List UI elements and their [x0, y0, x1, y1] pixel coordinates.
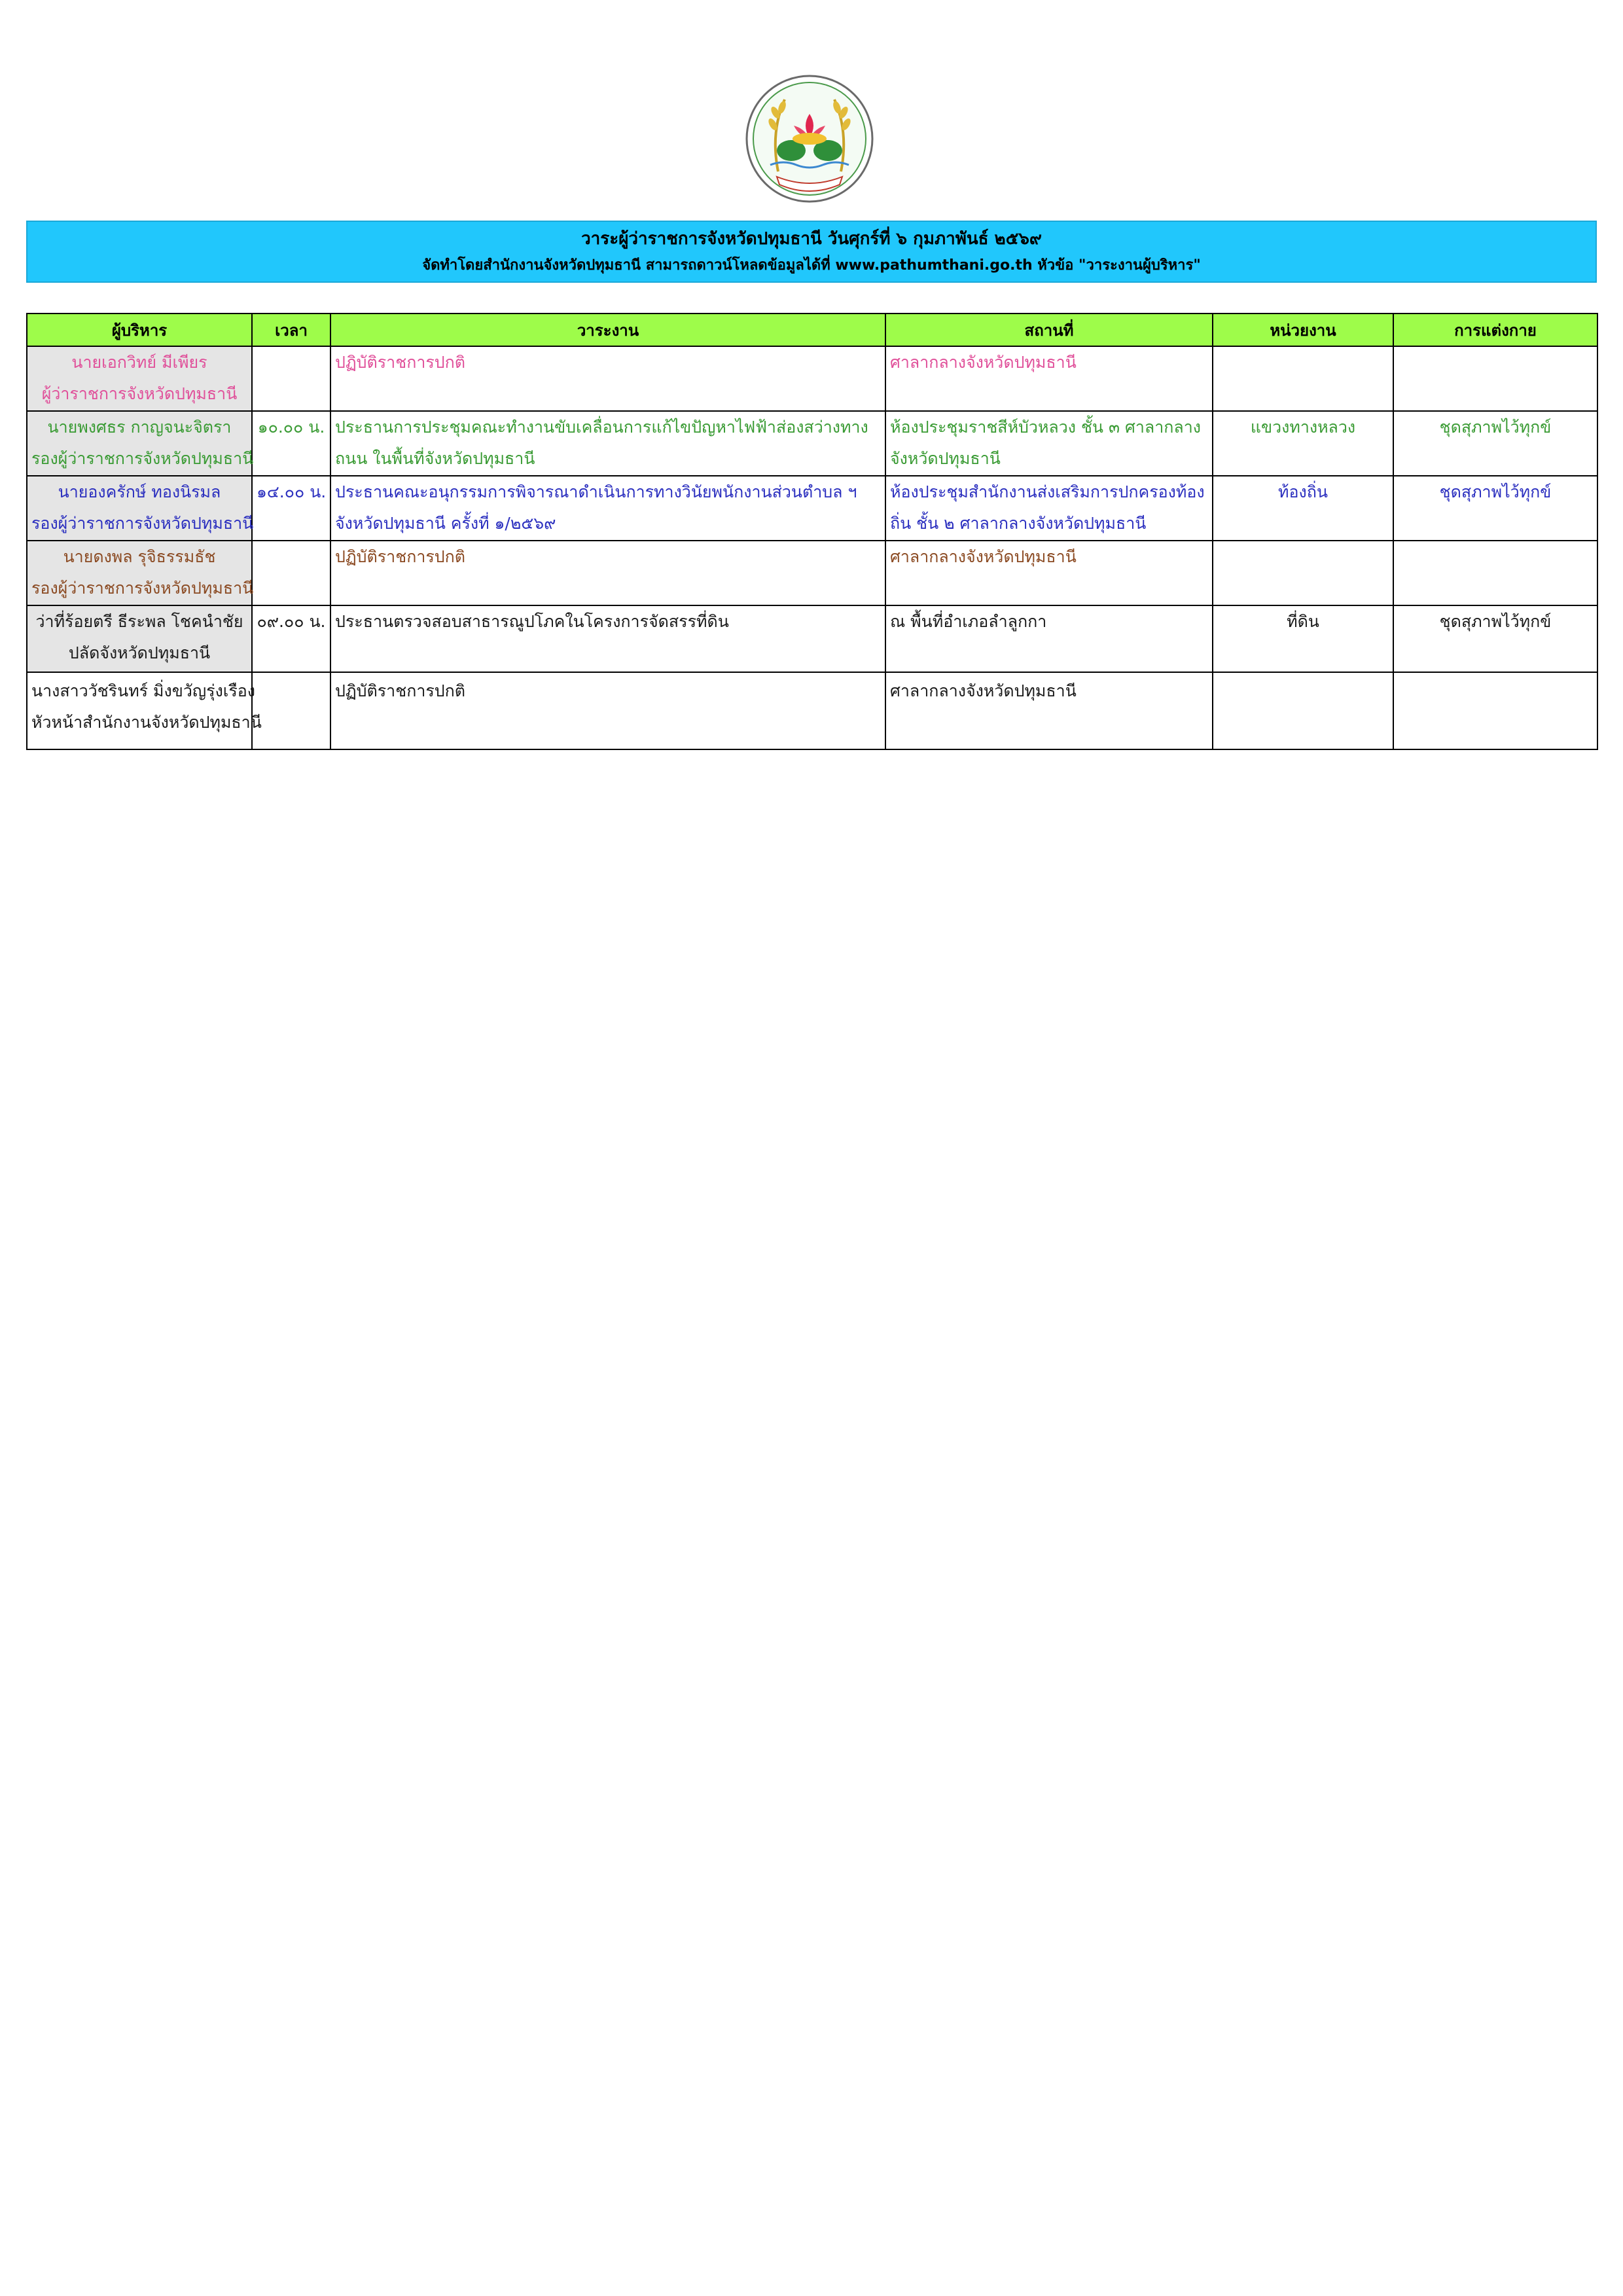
executive-cell: [27, 476, 252, 541]
column-header-agenda: วาระงาน: [330, 314, 885, 346]
executive-name: นายองครักษ์ ทองนิรมล: [58, 482, 221, 501]
time-cell: [252, 541, 330, 605]
table-row: [27, 346, 1597, 411]
dress-cell: [1393, 541, 1597, 605]
executive-cell: [27, 346, 252, 411]
executive-position: รองผู้ว่าราชการจังหวัดปทุมธานี: [31, 449, 254, 468]
executive-cell: [27, 672, 262, 749]
agenda-cell: ปฏิบัติราชการปกติ: [330, 346, 885, 411]
agency-cell: ที่ดิน: [1213, 605, 1393, 672]
agenda-cell: ปฏิบัติราชการปกติ: [330, 672, 885, 749]
table-row: [27, 605, 1597, 672]
dress-cell: [1393, 346, 1597, 411]
executive-position: หัวหน้าสำนักงานจังหวัดปทุมธานี: [31, 713, 262, 732]
schedule-table: [26, 313, 1598, 750]
place-cell: ณ พื้นที่อำเภอลำลูกกา: [885, 605, 1213, 672]
table-row: [27, 476, 1597, 541]
column-header-agency: หน่วยงาน: [1213, 314, 1393, 346]
executive-position: ผู้ว่าราชการจังหวัดปทุมธานี: [41, 384, 238, 403]
page-title: วาระผู้ว่าราชการจังหวัดปทุมธานี วันศุกร์ที่ ๖ กุมภาพันธ์ ๒๕๖๙: [581, 229, 1042, 249]
column-header-dress: การแต่งกาย: [1393, 314, 1597, 346]
time-cell: [252, 346, 330, 411]
dress-cell: ชุดสุภาพไว้ทุกข์: [1393, 411, 1597, 476]
header-banner: [26, 221, 1597, 283]
executive-name: นายเอกวิทย์ มีเพียร: [71, 353, 207, 372]
table-header-row: [27, 314, 1597, 346]
executive-name: นายพงศธร กาญจนะจิตรา: [47, 418, 232, 437]
place-cell: ศาลากลางจังหวัดปทุมธานี: [885, 672, 1213, 749]
page-subtitle: จัดทำโดยสำนักงานจังหวัดปทุมธานี สามารถดาวน์โหลดข้อมูลได้ที่ www.pathumthani.go.th หัวข้อ "วาระงานผู้บริหาร": [422, 257, 1201, 274]
place-cell: ห้องประชุมราชสีห์บัวหลวง ชั้น ๓ ศาลากลางจังหวัดปทุมธานี: [885, 411, 1213, 476]
agenda-cell: ประธานการประชุมคณะทำงานขับเคลื่อนการแก้ไขปัญหาไฟฟ้าส่องสว่างทางถนน ในพื้นที่จังหวัดปทุมธานี: [330, 411, 885, 476]
executive-name: นายดงพล รุจิธรรมธัช: [63, 547, 216, 566]
executive-position: รองผู้ว่าราชการจังหวัดปทุมธานี: [31, 514, 254, 533]
agency-cell: ท้องถิ่น: [1213, 476, 1393, 541]
dress-cell: ชุดสุภาพไว้ทุกข์: [1393, 476, 1597, 541]
executive-cell: [27, 605, 252, 672]
agency-cell: [1213, 541, 1393, 605]
place-cell: ศาลากลางจังหวัดปทุมธานี: [885, 346, 1213, 411]
agency-cell: [1213, 672, 1393, 749]
agency-cell: [1213, 346, 1393, 411]
time-cell: ๐๙.๐๐ น.: [252, 605, 330, 672]
agenda-cell: ประธานคณะอนุกรรมการพิจารณาดำเนินการทางวินัยพนักงานส่วนตำบล ฯ จังหวัดปทุมธานี ครั้งที่ ๑/๒๕๖๙: [330, 476, 885, 541]
place-cell: ศาลากลางจังหวัดปทุมธานี: [885, 541, 1213, 605]
dress-cell: ชุดสุภาพไว้ทุกข์: [1393, 605, 1597, 672]
column-header-time: เวลา: [252, 314, 330, 346]
agenda-cell: ประธานตรวจสอบสาธารณูปโภคในโครงการจัดสรรที่ดิน: [330, 605, 885, 672]
executive-position: ปลัดจังหวัดปทุมธานี: [68, 643, 211, 662]
dress-cell: [1393, 672, 1597, 749]
time-cell: ๑๔.๐๐ น.: [252, 476, 330, 541]
agency-cell: แขวงทางหลวง: [1213, 411, 1393, 476]
executive-position: รองผู้ว่าราชการจังหวัดปทุมธานี: [31, 579, 254, 598]
agenda-cell: ปฏิบัติราชการปกติ: [330, 541, 885, 605]
place-cell: ห้องประชุมสำนักงานส่งเสริมการปกครองท้องถิ่น ชั้น ๒ ศาลากลางจังหวัดปทุมธานี: [885, 476, 1213, 541]
table-row: [27, 541, 1597, 605]
executive-name: ว่าที่ร้อยตรี ธีระพล โชคนำชัย: [35, 612, 243, 631]
executive-cell: [27, 411, 252, 476]
time-cell: ๑๐.๐๐ น.: [252, 411, 330, 476]
executive-cell: [27, 541, 252, 605]
executive-name: นางสาววัชรินทร์ มิ่งขวัญรุ่งเรือง: [31, 681, 255, 700]
time-cell: [252, 672, 330, 749]
column-header-place: สถานที่: [885, 314, 1213, 346]
table-row: [27, 411, 1597, 476]
table-row: [27, 672, 1597, 749]
column-header-executive: ผู้บริหาร: [27, 314, 252, 346]
provincial-seal-logo: [744, 73, 875, 204]
